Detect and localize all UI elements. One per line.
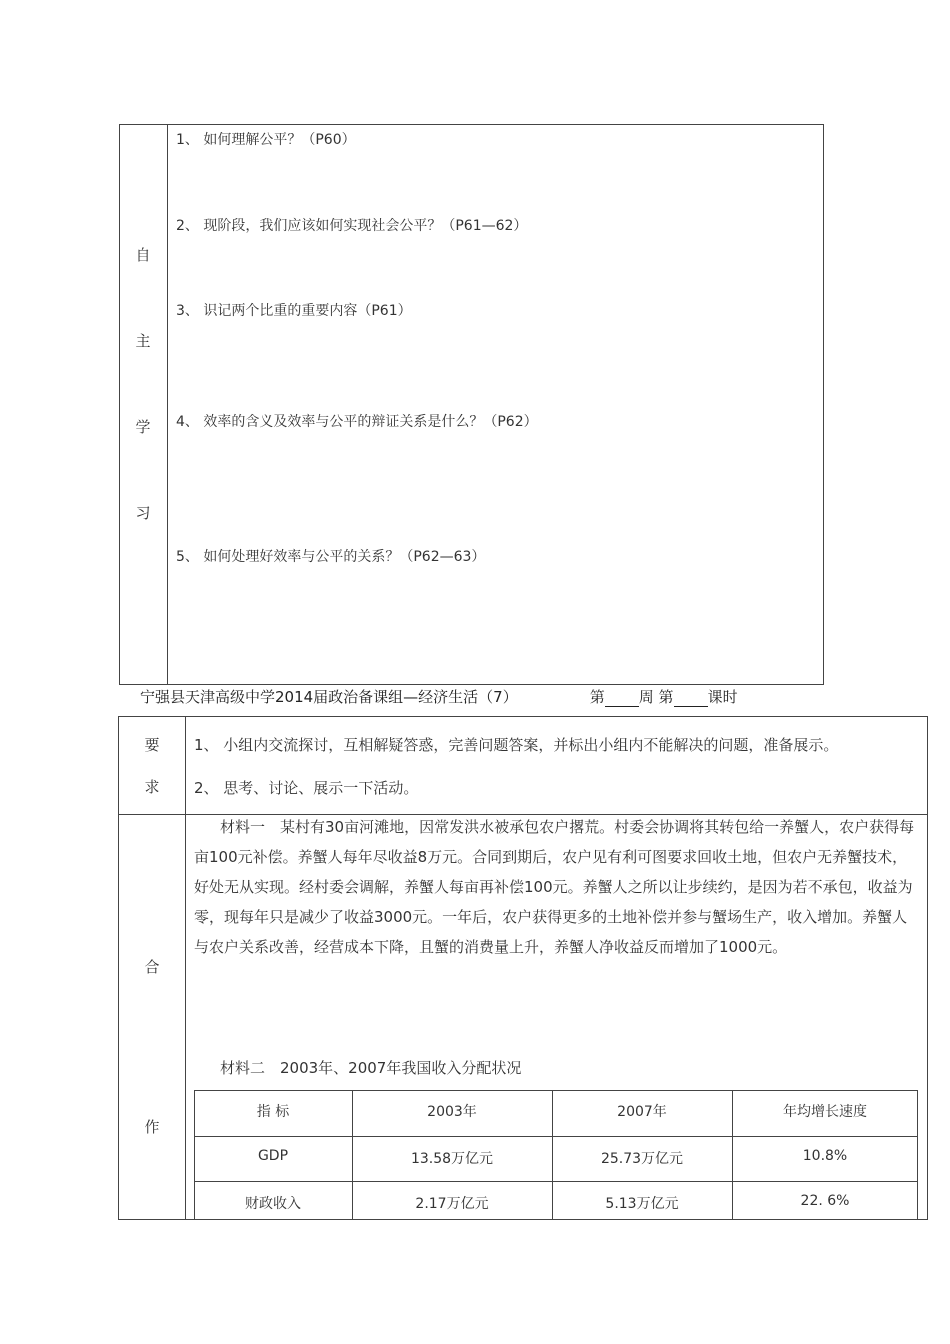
week-prefix: 第	[589, 688, 605, 706]
requirements-label-char: 要	[144, 736, 160, 754]
self-study-label-char: 自	[135, 246, 151, 264]
table-header-cell: 指 标	[256, 1104, 290, 1120]
self-study-divider	[167, 124, 168, 685]
question-4: 4、 效率的含义及效率与公平的辩证关系是什么？（P62）	[176, 414, 538, 430]
table-row-line	[194, 1136, 918, 1137]
self-study-table	[119, 124, 824, 685]
table-header-cell: 2007年	[617, 1104, 667, 1120]
cooperation-label-char: 合	[144, 958, 160, 976]
question-1: 1、 如何理解公平？（P60）	[176, 132, 356, 148]
requirement-1: 1、 小组内交流探讨，互相解疑答惑，完善问题答案，并标出小组内不能解决的问题，准备展示。	[194, 736, 839, 754]
table-cell: 财政收入	[245, 1196, 301, 1212]
material-one: 材料一 某村有30亩河滩地，因常发洪水被承包农户撂荒。村委会协调将其转包给一养蟹人，农户获得每亩100元补偿。养蟹人每年尽收益8万元。合同到期后，农户见有利可图要求回收土地，但农户无养蟹技术，好处无从实现。经村委会调解，养蟹人每亩再补偿100元。养蟹人之所以让步续约，是因为若不承包，收益为零，现每年只是减少了收益3000元。一年后，农户获得更多的土地补偿并参与蟹场生产，收入增加。养蟹人与农户关系改善，经营成本下降，且蟹的消费量上升，养蟹人净收益反而增加了1000元。	[194, 818, 915, 956]
lesson-label: 课时	[707, 688, 738, 706]
table-row-line	[194, 1181, 918, 1182]
self-study-label-char: 习	[135, 504, 151, 522]
table-cell: GDP	[257, 1148, 289, 1164]
lesson-blank	[674, 692, 708, 707]
lesson-prefix: 第	[658, 688, 674, 706]
table-cell: 13.58万亿元	[410, 1151, 494, 1167]
requirements-label-char: 求	[144, 778, 160, 796]
table-cell: 5.13万亿元	[605, 1196, 679, 1212]
table-header-cell: 2003年	[427, 1104, 477, 1120]
school-course-title: 宁强县天津高级中学2014届政治备课组—经济生活（7）	[140, 688, 518, 706]
page-header	[140, 686, 738, 707]
question-2: 2、 现阶段，我们应该如何实现社会公平？（P61—62）	[176, 218, 528, 234]
question-5: 5、 如何处理好效率与公平的关系？（P62—63）	[176, 549, 486, 565]
table-cell: 25.73万亿元	[600, 1151, 684, 1167]
self-study-label-char: 学	[135, 418, 151, 436]
table-header-cell: 年均增长速度	[783, 1104, 867, 1120]
cooperation-divider	[185, 716, 186, 1220]
self-study-label-char: 主	[135, 332, 151, 350]
week-blank	[605, 692, 639, 707]
cooperation-label-char: 作	[144, 1118, 160, 1136]
material-two-title: 材料二 2003年、2007年我国收入分配状况	[220, 1059, 522, 1077]
table-cell: 22. 6%	[800, 1193, 850, 1209]
table-cell: 10.8%	[802, 1148, 848, 1164]
week-label: 周	[638, 688, 654, 706]
table-cell: 2.17万亿元	[415, 1196, 489, 1212]
requirement-2: 2、 思考、讨论、展示一下活动。	[194, 779, 419, 797]
question-3: 3、 识记两个比重的重要内容（P61）	[176, 303, 412, 319]
